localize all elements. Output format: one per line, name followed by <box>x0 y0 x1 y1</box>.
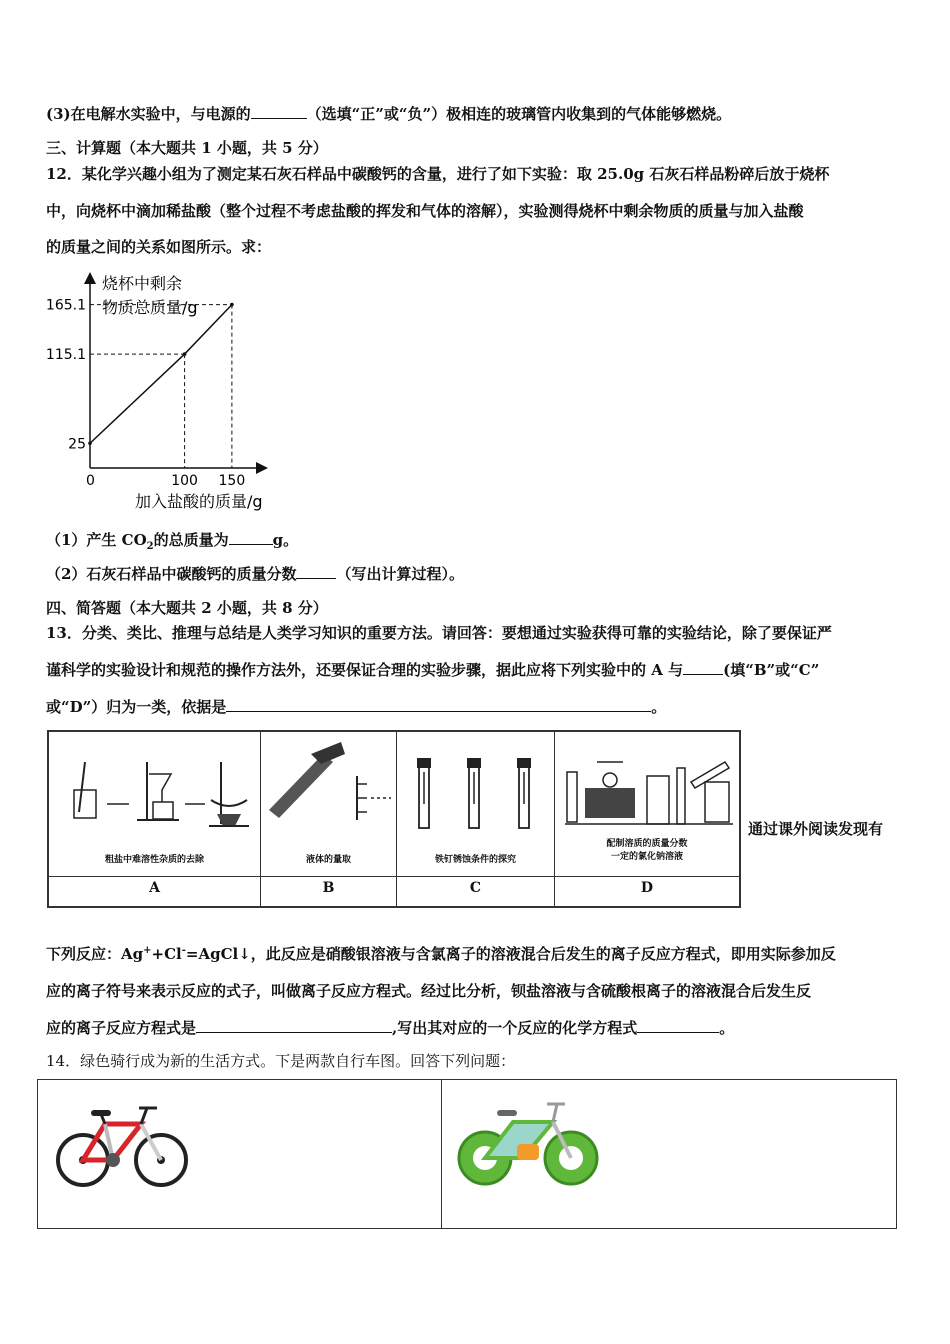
q12-part1-before: （1）产生 CO <box>46 531 147 549</box>
q11-part3-answer-blank[interactable] <box>251 104 307 119</box>
measuring-cylinder-icon <box>261 732 397 852</box>
q12-part2 <box>46 563 464 584</box>
q14-bike-table <box>37 1079 897 1229</box>
experiment-caption-d <box>555 838 739 864</box>
q13-para-line3 <box>46 1017 734 1038</box>
q12-part2-after: （写出计算过程）。 <box>336 565 464 583</box>
q13-line3 <box>46 696 666 717</box>
chart-xlabel: 加入盐酸的质量/g <box>135 492 263 511</box>
q12-part1-after: g。 <box>272 531 299 549</box>
q12-part2-before: （2）石灰石样品中碳酸钙的质量分数 <box>46 565 297 583</box>
q12-part2-answer-blank[interactable] <box>296 564 336 579</box>
experiment-caption-a: 粗盐中难溶性杂质的去除 <box>104 855 204 865</box>
experiment-divider-a <box>49 876 260 877</box>
section3-heading: 三、计算题（本大题共 1 小题，共 5 分） <box>46 139 328 157</box>
experiment-caption-b: 液体的量取 <box>305 855 351 865</box>
experiment-cell-d <box>555 732 739 906</box>
chart-ylabel-line2: 物质总质量/g <box>102 298 198 317</box>
shared-bike-icon <box>453 1094 603 1194</box>
mountain-bike-icon <box>53 1098 213 1198</box>
q13-line2-after: (填“B”或“C” <box>723 661 820 679</box>
experiment-cell-c <box>397 732 555 906</box>
q13-para-line3-mid: ,写出其对应的一个反应的化学方程式 <box>392 1019 638 1037</box>
solution-preparation-icon <box>555 732 739 842</box>
q12-line-chart <box>45 265 290 515</box>
q13-para-sup-plus: + <box>143 945 152 956</box>
experiment-caption-c: 铁钉锈蚀条件的探究 <box>434 855 516 865</box>
q12-part1 <box>46 529 298 552</box>
q13-para-line1-b: +Cl <box>151 945 182 963</box>
experiment-divider-b <box>261 876 396 877</box>
q13-line3-before: 或“D”）归为一类，依据是 <box>46 698 227 716</box>
chart-series-line <box>90 305 232 444</box>
chart-data-point <box>230 303 234 307</box>
q12-part1-mid: 的总质量为 <box>153 531 229 549</box>
q13-para-line3-before: 应的离子反应方程式是 <box>46 1019 197 1037</box>
q13-para-line3-after: 。 <box>719 1019 735 1037</box>
q13-para-line1 <box>46 943 836 964</box>
bike-cell-left <box>38 1080 442 1228</box>
test-tubes-icon <box>397 732 555 852</box>
q13-para-line1-a: 下列反应：Ag <box>46 945 144 963</box>
experiment-caption-d-line1: 配制溶质的质量分数 <box>606 839 688 849</box>
q12-line3: 的质量之间的关系如图所示。求： <box>46 238 272 256</box>
q13-line2-before: 谨科学的实验设计和规范的操作方法外，还要保证合理的实验步骤，据此应将下列实验中的 A 与 <box>46 661 684 679</box>
q11-part3-text-before: (3)在电解水实验中，与电源的 <box>46 105 251 123</box>
q12-part1-answer-blank[interactable] <box>229 530 273 545</box>
chart-ylabel-line1: 烧杯中剩余 <box>102 274 183 293</box>
chart-y-tick-label: 25 <box>68 436 86 453</box>
q12-part1-subscript: 2 <box>146 541 154 552</box>
experiment-divider-d <box>555 876 739 877</box>
q14-text: 14．绿色骑行成为新的生活方式。下是两款自行车图。回答下列问题： <box>46 1052 516 1070</box>
q11-part3-line <box>46 103 731 124</box>
experiment-divider-c <box>397 876 554 877</box>
chart-y-tick-label: 115.1 <box>45 347 86 364</box>
q13-para-sup-minus: - <box>181 945 186 956</box>
q13-group-blank[interactable] <box>683 660 723 675</box>
section4-heading: 四、简答题（本大题共 2 小题，共 8 分） <box>46 599 328 617</box>
q13-para-line1-c: =AgCl↓，此反应是硝酸银溶液与含氯离子的溶液混合后发生的离子反应方程式，即用实际参加反 <box>185 945 836 963</box>
q13-line2 <box>46 659 819 680</box>
experiment-cell-a <box>49 732 261 906</box>
q13-basis-blank[interactable] <box>226 697 651 712</box>
q13-side-text: 通过课外阅读发现有 <box>748 820 884 838</box>
bike-cell-right <box>441 1080 896 1228</box>
experiment-label-c: C <box>469 880 482 896</box>
chart-data-point <box>183 352 187 356</box>
q13-chemical-equation-blank[interactable] <box>637 1018 719 1033</box>
experiment-caption-d-line2: 一定的氯化钠溶液 <box>610 852 683 862</box>
chart-data-point <box>88 441 92 445</box>
experiment-label-b: B <box>322 880 335 896</box>
chart-x-tick-label: 150 <box>218 473 246 489</box>
chart-origin-label: 0 <box>86 473 95 489</box>
q13-ionic-equation-blank[interactable] <box>196 1018 392 1033</box>
filtration-apparatus-icon <box>49 732 261 852</box>
experiment-label-a: A <box>149 880 160 896</box>
q13-line3-after: 。 <box>651 698 667 716</box>
experiment-label-d: D <box>640 880 654 896</box>
q12-line2: 中，向烧杯中滴加稀盐酸（整个过程不考虑盐酸的挥发和气体的溶解），实验测得烧杯中剩余物质的质量与加入盐酸 <box>46 202 804 220</box>
q13-line1: 13．分类、类比、推理与总结是人类学习知识的重要方法。请回答：要想通过实验获得可靠的实验结论，除了要保证严 <box>46 624 832 642</box>
chart-x-tick-label: 100 <box>171 473 198 489</box>
experiment-cell-b <box>261 732 397 906</box>
q13-experiment-figure <box>47 730 741 908</box>
q12-line1: 12．某化学兴趣小组为了测定某石灰石样品中碳酸钙的含量，进行了如下实验：取 25.0g 石灰石样品粉碎后放于烧杯 <box>46 165 830 183</box>
q11-part3-text-after: （选填“正”或“负”）极相连的玻璃管内收集到的气体能够燃烧。 <box>306 105 732 123</box>
chart-y-tick-label: 165.1 <box>45 297 86 314</box>
q13-para-line2: 应的离子符号来表示反应的式子，叫做离子反应方程式。经过比分析，钡盐溶液与含硫酸根离子的溶液混合后发生反 <box>46 982 812 1000</box>
